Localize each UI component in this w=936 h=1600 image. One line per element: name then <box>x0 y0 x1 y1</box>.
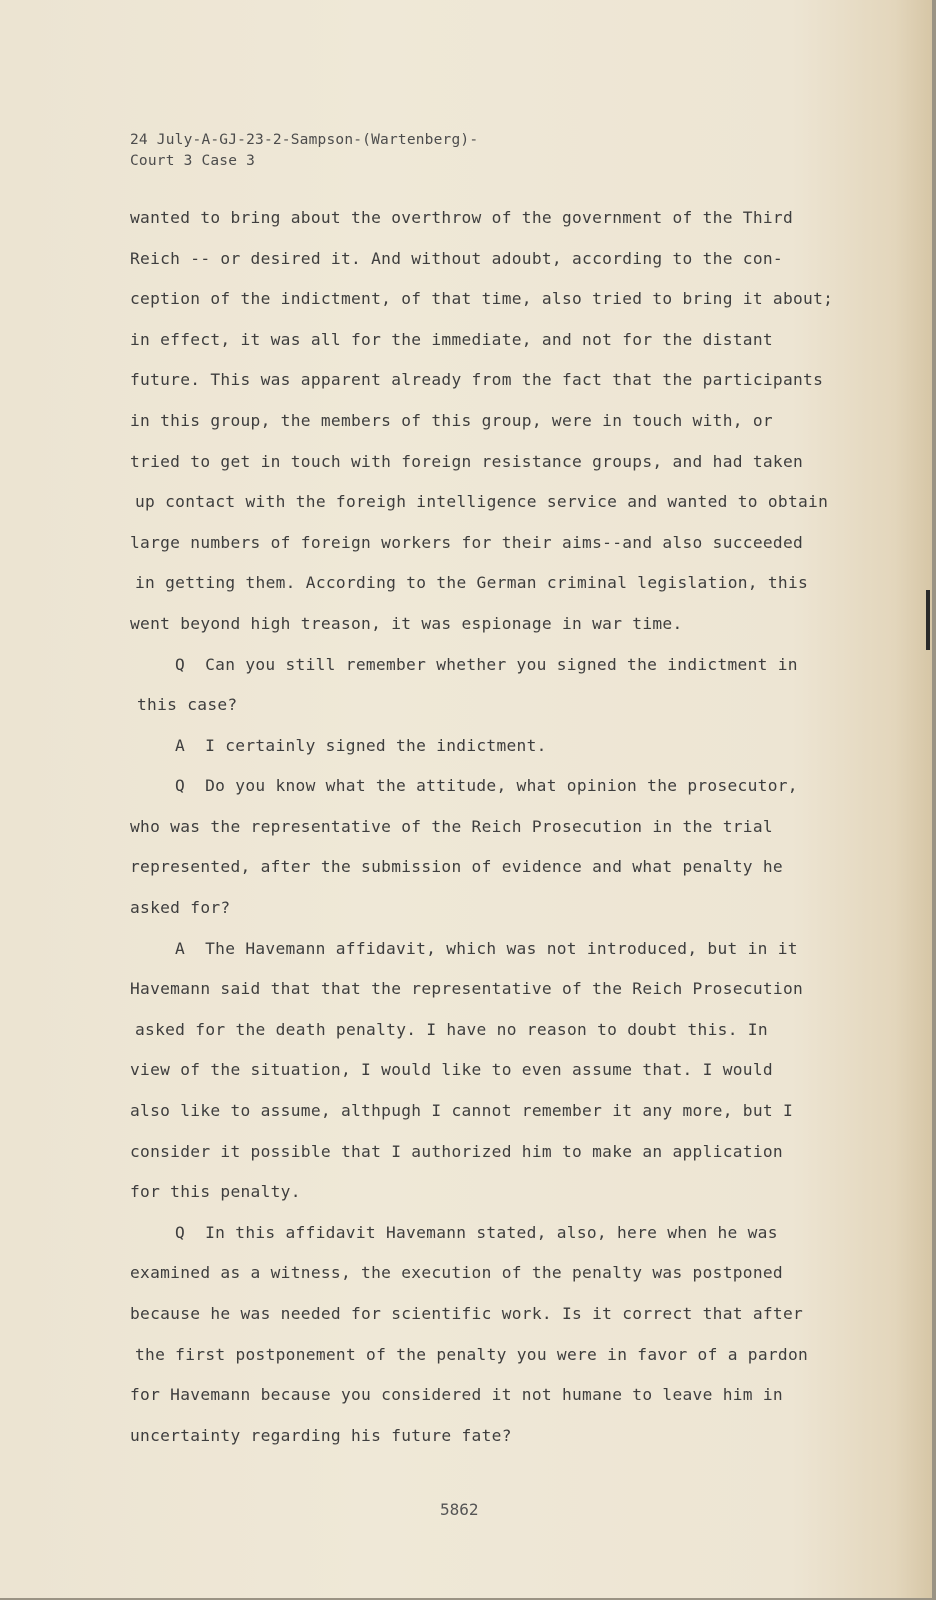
text-line: tried to get in touch with foreign resistance groups, and had taken <box>130 452 804 471</box>
answer-line: A I certainly signed the indictment. <box>175 736 547 755</box>
text-line: asked for? <box>130 898 231 917</box>
text-line: went beyond high treason, it was espionage in war time. <box>130 614 683 633</box>
text-line: in getting them. According to the German criminal legislation, this <box>135 573 809 592</box>
text-line: Havemann said that that the representative of the Reich Prosecution <box>130 979 804 998</box>
text-line: wanted to bring about the overthrow of the government of the Third <box>130 208 794 227</box>
text-line: who was the representative of the Reich Prosecution in the trial <box>130 817 773 836</box>
text-line: also like to assume, althpugh I cannot remember it any more, but I <box>130 1101 794 1120</box>
text-line: represented, after the submission of evidence and what penalty he <box>130 857 783 876</box>
text-line: for this penalty. <box>130 1182 301 1201</box>
text-line: because he was needed for scientific work. Is it correct that after <box>130 1304 804 1323</box>
text-line: consider it possible that I authorized him to make an application <box>130 1142 783 1161</box>
text-line: large numbers of foreign workers for their aims--and also succeeded <box>130 533 804 552</box>
text-line: view of the situation, I would like to even assume that. I would <box>130 1060 773 1079</box>
question-line: Q Do you know what the attitude, what opinion the prosecutor, <box>175 776 798 795</box>
text-line: in this group, the members of this group, were in touch with, or <box>130 411 773 430</box>
text-line: for Havemann because you considered it not humane to leave him in <box>130 1385 783 1404</box>
text-line: uncertainty regarding his future fate? <box>130 1426 512 1445</box>
text-line: this case? <box>137 695 238 714</box>
question-line: Q Can you still remember whether you signed the indictment in <box>175 655 798 674</box>
header-line-2: Court 3 Case 3 <box>130 153 256 169</box>
answer-line: A The Havemann affidavit, which was not introduced, but in it <box>175 939 798 958</box>
question-line: Q In this affidavit Havemann stated, also, here when he was <box>175 1223 778 1242</box>
document-header <box>130 130 478 172</box>
header-line-1: 24 July-A-GJ-23-2-Sampson-(Wartenberg)- <box>130 132 479 148</box>
text-line: asked for the death penalty. I have no reason to doubt this. In <box>135 1020 768 1039</box>
text-line: Reich -- or desired it. And without adoubt, according to the con- <box>130 249 783 268</box>
text-line: in effect, it was all for the immediate, and not for the distant <box>130 330 773 349</box>
page-edge-mark <box>926 590 930 650</box>
text-line: ception of the indictment, of that time, also tried to bring it about; <box>130 289 834 308</box>
text-line: future. This was apparent already from the fact that the participants <box>130 370 824 389</box>
page-number: 5862 <box>440 1500 479 1519</box>
text-line: up contact with the foreigh intelligence service and wanted to obtain <box>135 492 829 511</box>
text-line: examined as a witness, the execution of the penalty was postponed <box>130 1263 783 1282</box>
text-line: the first postponement of the penalty you were in favor of a pardon <box>135 1345 809 1364</box>
